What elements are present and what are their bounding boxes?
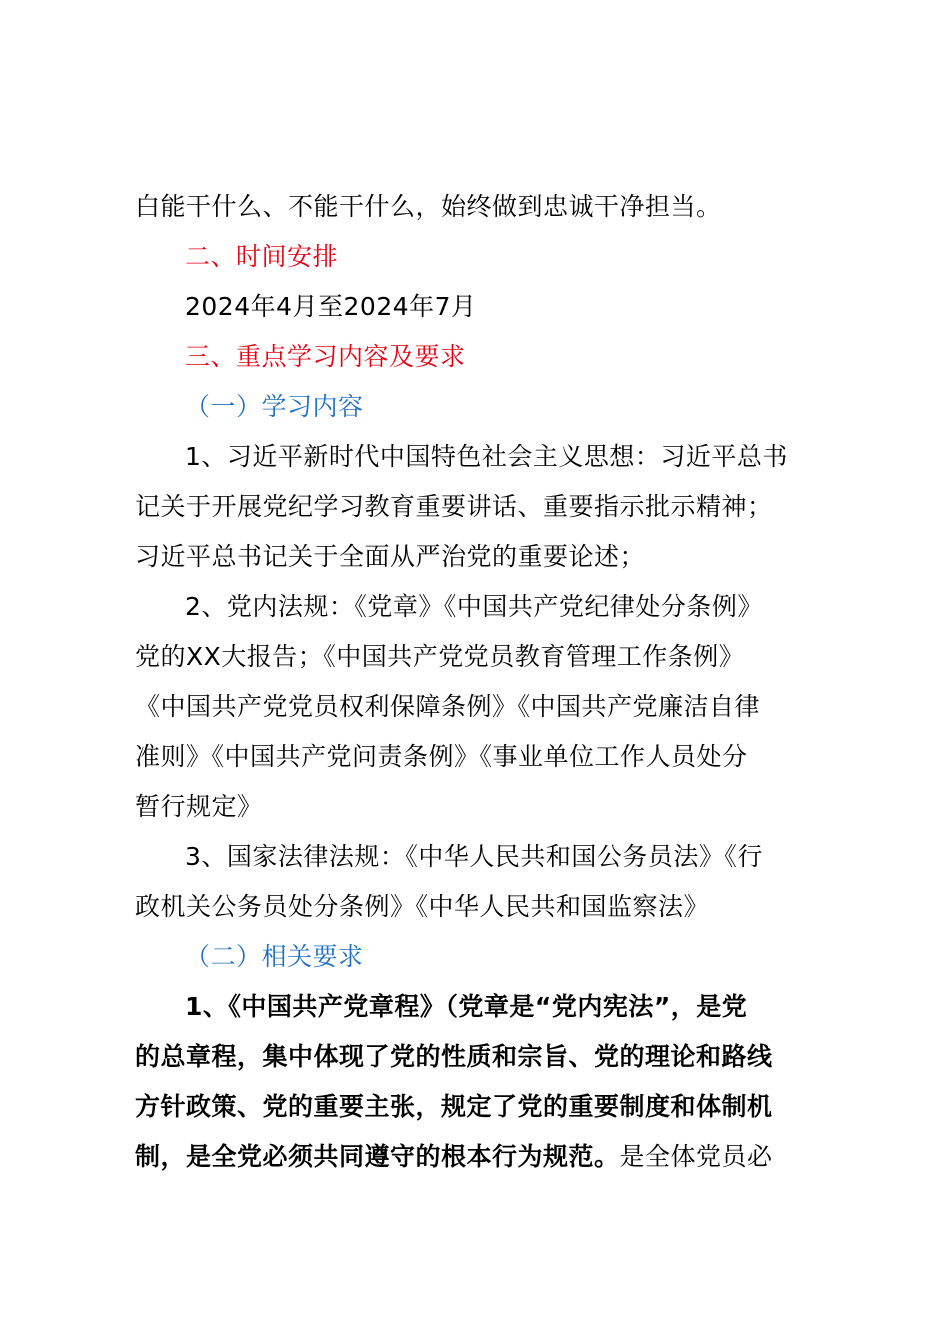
bold-text: 制，是全党必须共同遵守的根本行为规范。 [135, 1142, 620, 1171]
paragraph-line: 记关于开展党纪学习教育重要讲话、重要指示批示精神； [135, 492, 773, 521]
schedule-dates: 2024年4月至2024年7月 [185, 292, 477, 321]
paragraph-line: 的总章程，集中体现了党的性质和宗旨、党的理论和路线 [135, 1042, 773, 1071]
paragraph-line: 1、《中国共产党章程》（党章是“党内宪法”，是党 [185, 992, 748, 1021]
paragraph-line: 3、国家法律法规：《中华人民共和国公务员法》《行 [185, 842, 763, 871]
paragraph-line: 习近平总书记关于全面从严治党的重要论述； [135, 542, 646, 571]
paragraph-line: 2、党内法规：《党章》《中国共产党纪律处分条例》 [185, 592, 763, 621]
paragraph-line: 暂行规定》 [135, 792, 263, 821]
paragraph-line: 1、习近平新时代中国特色社会主义思想：习近平总书 [185, 442, 788, 471]
paragraph-line: 《中国共产党党员权利保障条例》《中国共产党廉洁自律 [135, 692, 761, 721]
document-page [135, 182, 847, 1182]
paragraph-line: 白能干什么、不能干什么，始终做到忠诚干净担当。 [135, 192, 722, 221]
subheading-study-content: （一）学习内容 [185, 392, 364, 421]
paragraph-line [135, 1132, 847, 1182]
paragraph-line: 党的XX大报告；《中国共产党党员教育管理工作条例》 [135, 642, 745, 671]
paragraph-line: 方针政策、党的重要主张，规定了党的重要制度和体制机 [135, 1092, 773, 1121]
section-heading-content: 三、重点学习内容及要求 [185, 342, 466, 371]
section-heading-schedule: 二、时间安排 [185, 242, 339, 271]
paragraph-line: 政机关公务员处分条例》《中华人民共和国监察法》 [135, 892, 710, 921]
subheading-requirements: （二）相关要求 [185, 942, 364, 971]
normal-text: 是全体党员必 [619, 1142, 773, 1171]
paragraph-line: 准则》《中国共产党问责条例》《事业单位工作人员处分 [135, 742, 748, 771]
